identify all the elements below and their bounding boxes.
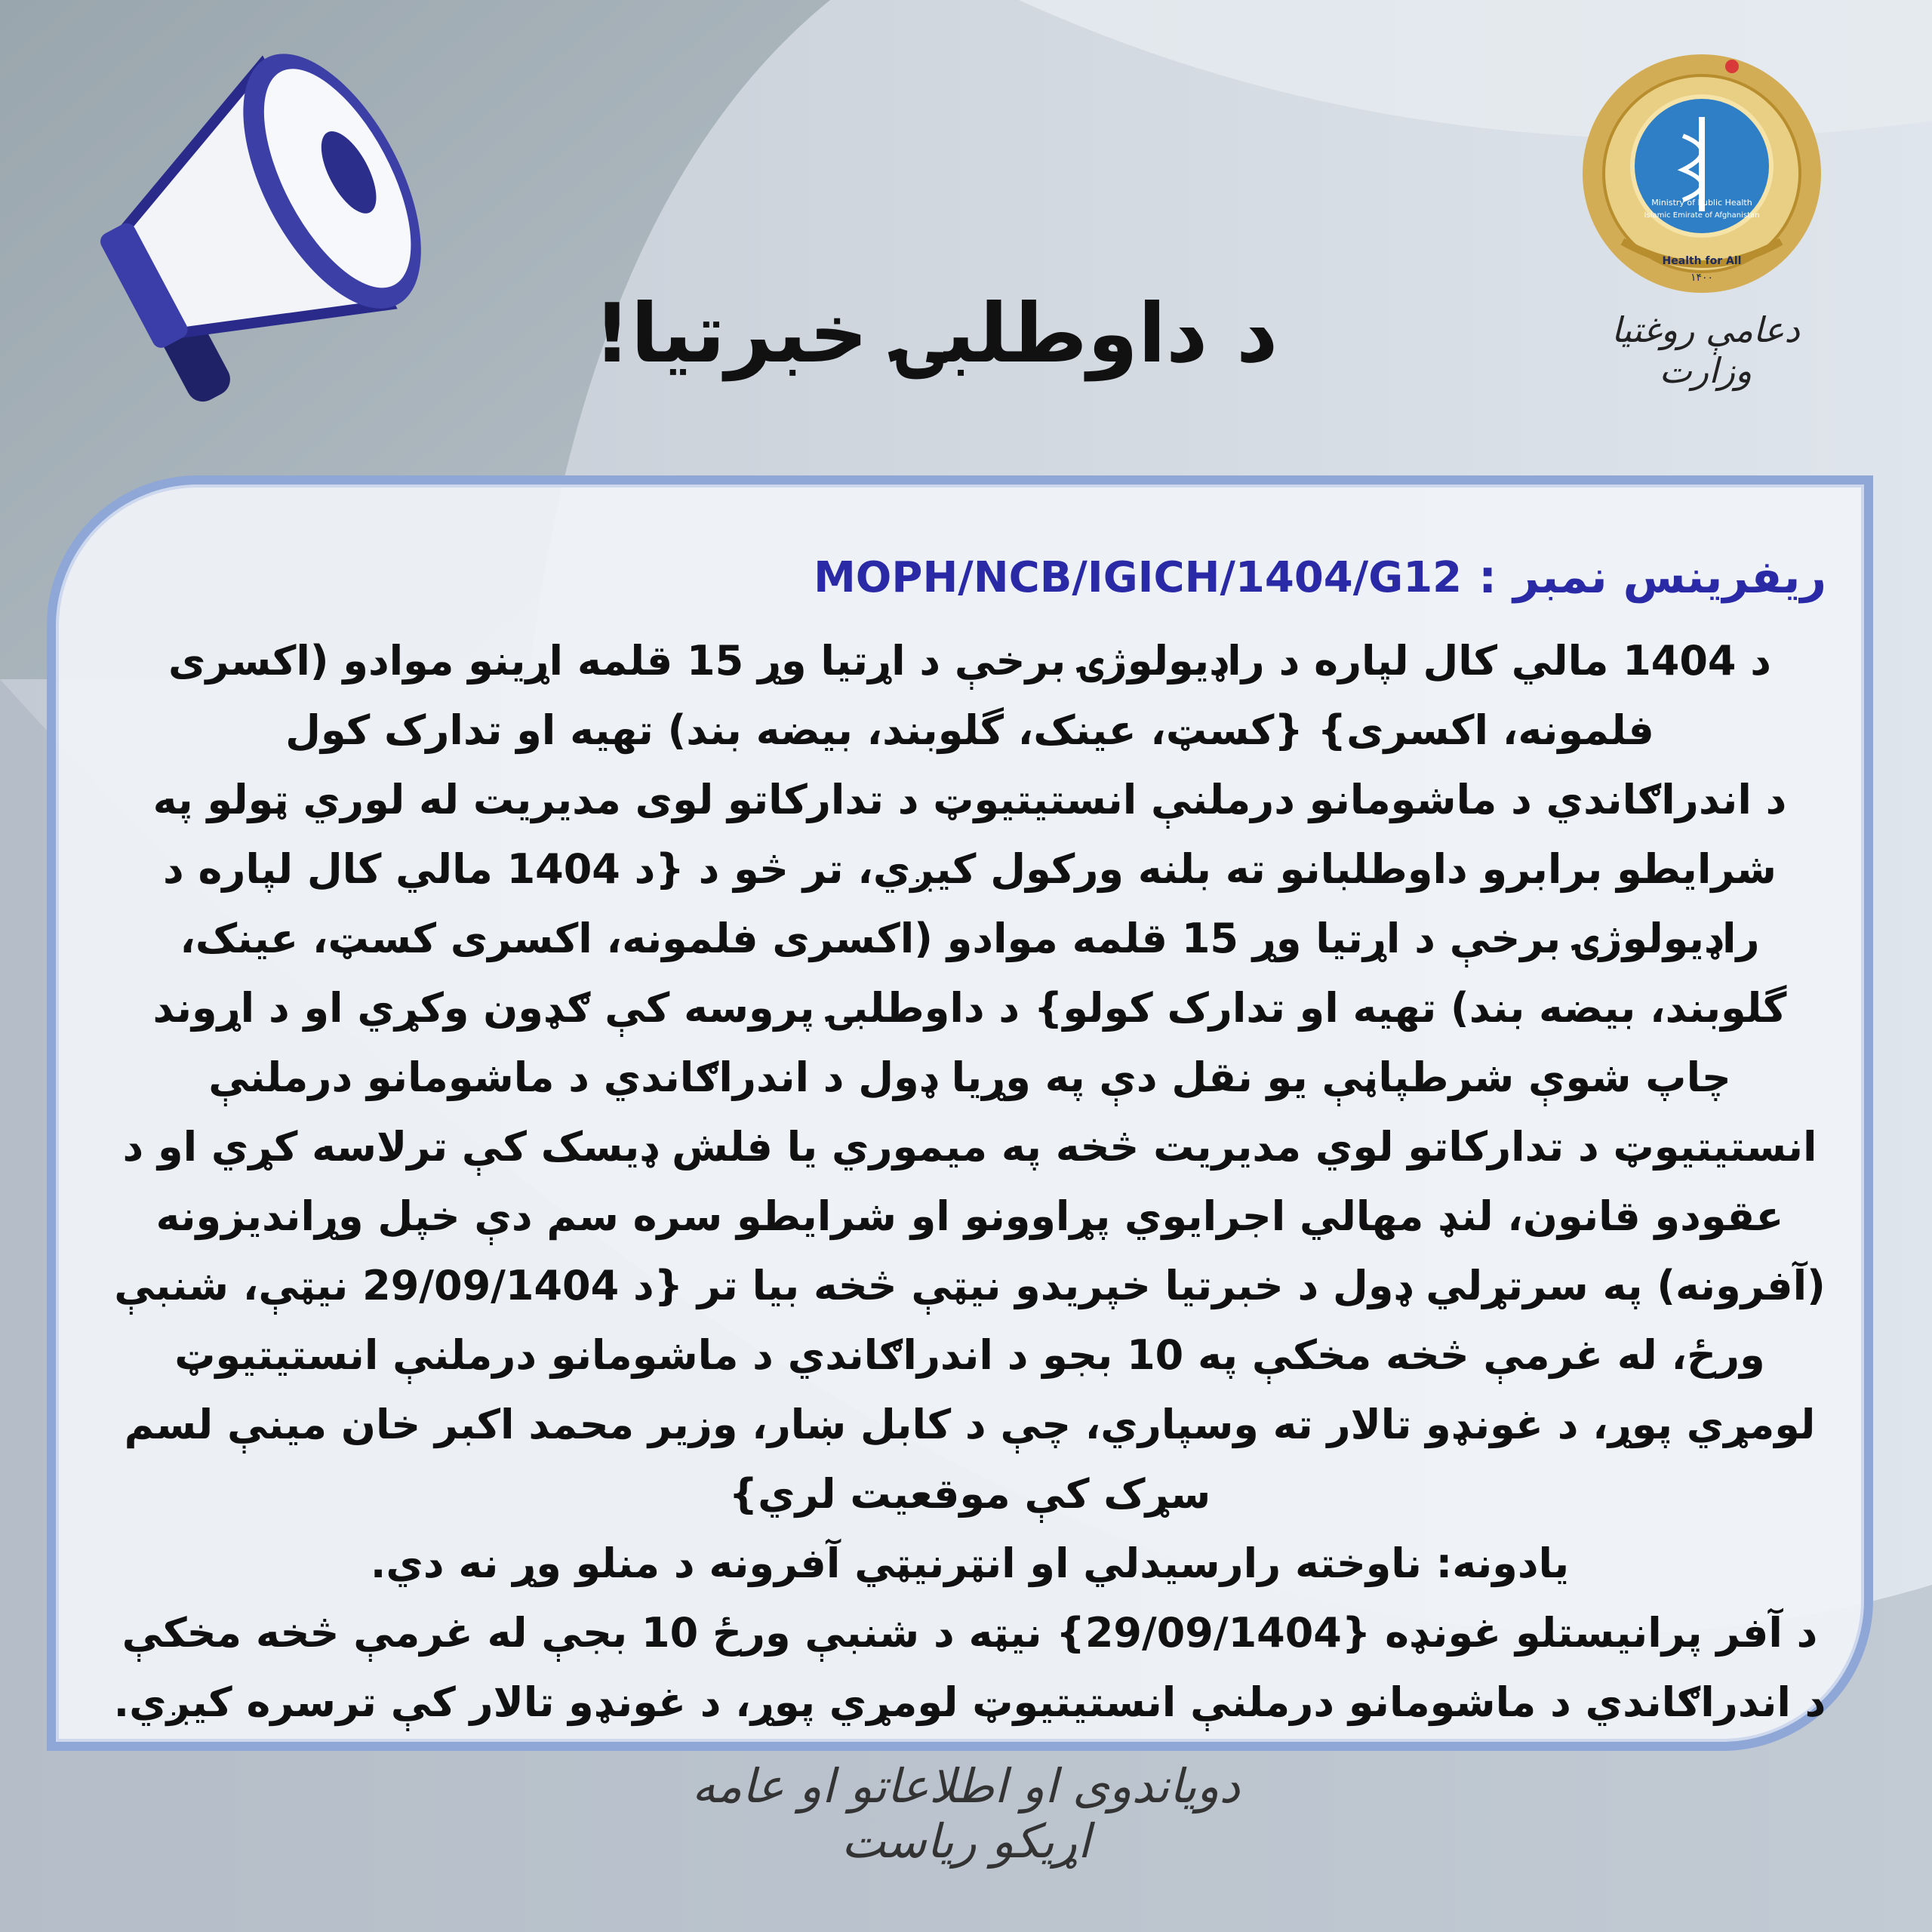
svg-text:Ministry of Public Health: Ministry of Public Health [1651, 198, 1752, 208]
reference-number: MOPH/NCB/IGICH/1404/G12 [814, 552, 1463, 602]
page-title: د داوطلبۍ خبرتیا! [593, 287, 1278, 381]
reference-label: ریفرینس نمبر [1513, 551, 1826, 604]
megaphone-icon [68, 45, 491, 408]
svg-text:Health for All: Health for All [1662, 255, 1742, 267]
ministry-seal-icon [1577, 45, 1826, 302]
reference-row [785, 547, 1826, 608]
svg-text:۱۴۰۰: ۱۴۰۰ [1690, 272, 1714, 284]
announcement-paragraph-subject: د 1404 مالي کال لپاره د راډیولوژۍ برخې د اړتیا وړ 15 قلمه اړینو موادو (اکسرى فلمونه، اکسرى} {کسټ، عینک، گلوبند، بیضه بند) تهیه او تدارک کول [168, 637, 1772, 754]
svg-text:Islamic Emirate of Afghanistan: Islamic Emirate of Afghanistan [1644, 211, 1760, 220]
announcement-body [113, 626, 1826, 1737]
reference-separator: : [1478, 551, 1497, 604]
announcement-paragraph-invitation: د اندراګاندي د ماشومانو درملنې انستیتیوټ د تدارکاتو لوی مدیریت له لوري ټولو په شرایطو برابرو داوطلبانو ته بلنه ورکول کیږي، تر څو د {د 1404 مالي کال لپاره د راډیولوژۍ برخې د اړتیا وړ 15 قلمه موادو (اکسرى فلمونه، اکسرى کسټ، عینک، گلوبند، بیضه بند) تهیه او تدارک کولو} د داوطلبۍ پروسه کې ګډون وکړي او د اړوند چاپ شوې شرطپاڼې یو نقل دې په وړیا ډول د اندراګاندي د ماشومانو درملنې انستیتیوټ د تدارکاتو لوي مدیریت څخه په میموري یا فلش ډیسک کې ترلاسه کړي او د عقودو قانون، لنډ مهالي اجرایوي پړاوونو او شرایطو سره سم دې خپل وړاندیزونه (آفرونه) په سرتړلي ډول د خبرتیا خپریدو نیټې څخه بیا تر {د 29/09/1404 نیټې، شنبې ورځ، له غرمې څخه مخکې په 10 بجو د اندراګاندي د ماشومانو درملنې انستیتیوټ لومړي پوړ، د غونډو تالار ته وسپاري، چې د کابل ښار، وزیر محمد اکبر خان مینې لسم سړک کې موقعیت لري} [114, 776, 1826, 1518]
footer-calligraphy: دویاندوی او اطلاعاتو او عامه اړیکو ریاست [691, 1758, 1241, 1869]
ministry-name-calligraphy: دعامې روغتیا وزارت [1611, 309, 1800, 391]
announcement-paragraph-opening: د آفر پرانیستلو غونډه {29/09/1404} نیټه د شنبې ورځ 10 بجې له غرمې څخه مخکې د اندراګاندي د ماشومانو درملنې انستیتیوټ لومړي پوړ، د غونډو تالار کې ترسره کیږي. [113, 1609, 1826, 1726]
announcement-note: یادونه: ناوخته رارسیدلي او انټرنیټي آفرونه د منلو وړ نه دي. [370, 1540, 1570, 1587]
